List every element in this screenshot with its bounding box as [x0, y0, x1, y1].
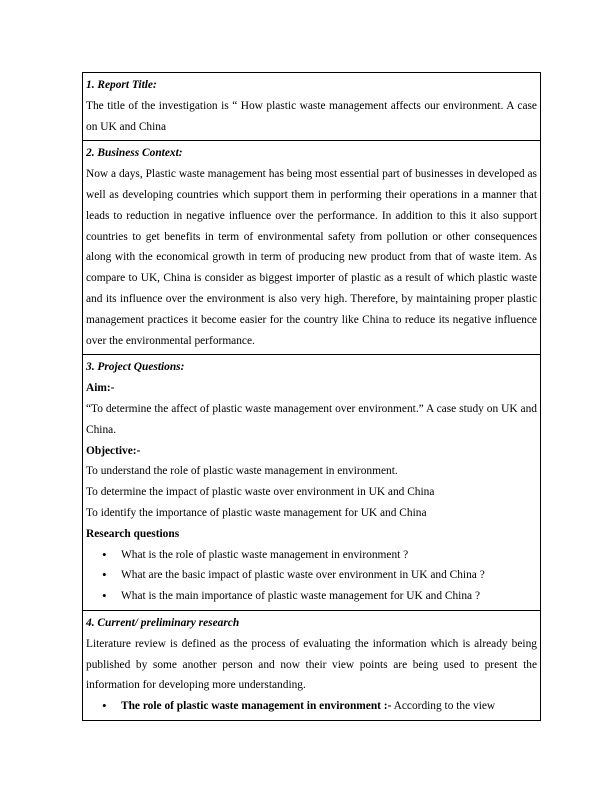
list-item: • What are the basic impact of plastic waste over environment in UK and China ?: [86, 565, 537, 586]
project-questions-cell: [83, 355, 541, 611]
section-heading: 4. Current/ preliminary research: [86, 616, 240, 629]
business-context-cell: [83, 141, 541, 355]
section-heading: 3. Project Questions:: [86, 361, 185, 374]
section-heading: 1. Report Title:: [86, 79, 157, 91]
report-title-cell: [83, 73, 541, 141]
objective-item: To determine the impact of plastic waste over environment in UK and China: [86, 486, 435, 499]
report-title-text: The title of the investigation is “ How plastic waste management affects our environment. A case on UK and China: [86, 99, 537, 133]
list-item: • What is the main importance of plastic waste management for UK and China ?: [86, 586, 537, 607]
aim-text: “To determine the affect of plastic waste management over environment.” A case study on UK and China.: [86, 402, 537, 436]
section-business-context: [83, 141, 541, 355]
objective-label: Objective:-: [86, 444, 141, 457]
literature-bullet-text: According to the view: [391, 700, 496, 713]
report-table: [82, 72, 541, 721]
current-research-cell: [83, 610, 541, 720]
literature-bullet-heading: The role of plastic waste management in environment :-: [121, 700, 392, 713]
section-current-research: [83, 610, 541, 720]
list-item: [86, 696, 537, 717]
objective-item: To identify the importance of plastic waste management for UK and China: [86, 506, 427, 519]
section-heading: 2. Business Context:: [86, 147, 183, 160]
section-report-title: [83, 73, 541, 141]
section-project-questions: [83, 355, 541, 611]
research-questions-label: Research questions: [86, 527, 180, 540]
aim-label: Aim:-: [86, 382, 115, 395]
list-item: • What is the role of plastic waste management in environment ?: [86, 545, 537, 566]
current-research-text: Literature review is defined as the process of evaluating the information which is already being published by some another person and now their view points are being used to present the information for developing more understanding.: [86, 637, 537, 692]
literature-list: [86, 696, 537, 717]
objective-item: To understand the role of plastic waste management in environment.: [86, 465, 398, 478]
research-questions-list: [86, 545, 537, 607]
business-context-text: Now a days, Plastic waste management has being most essential part of businesses in developed as well as developing countries which support them in performing their operations in a manner that leads to reduction in negative influence over the performance. In addition to this it also support countries to get benefits in term of environmental safety from pollution or other consequences along with the economical growth in term of producing new product from that of waste item. As compare to UK, China is consider as biggest importer of plastic as a result of which plastic waste and its influence over the environment is also very high. Therefore, by maintaining proper plastic management practices it become easier for the country like China to reduce its negative influence over the environmental performance.: [86, 168, 537, 347]
